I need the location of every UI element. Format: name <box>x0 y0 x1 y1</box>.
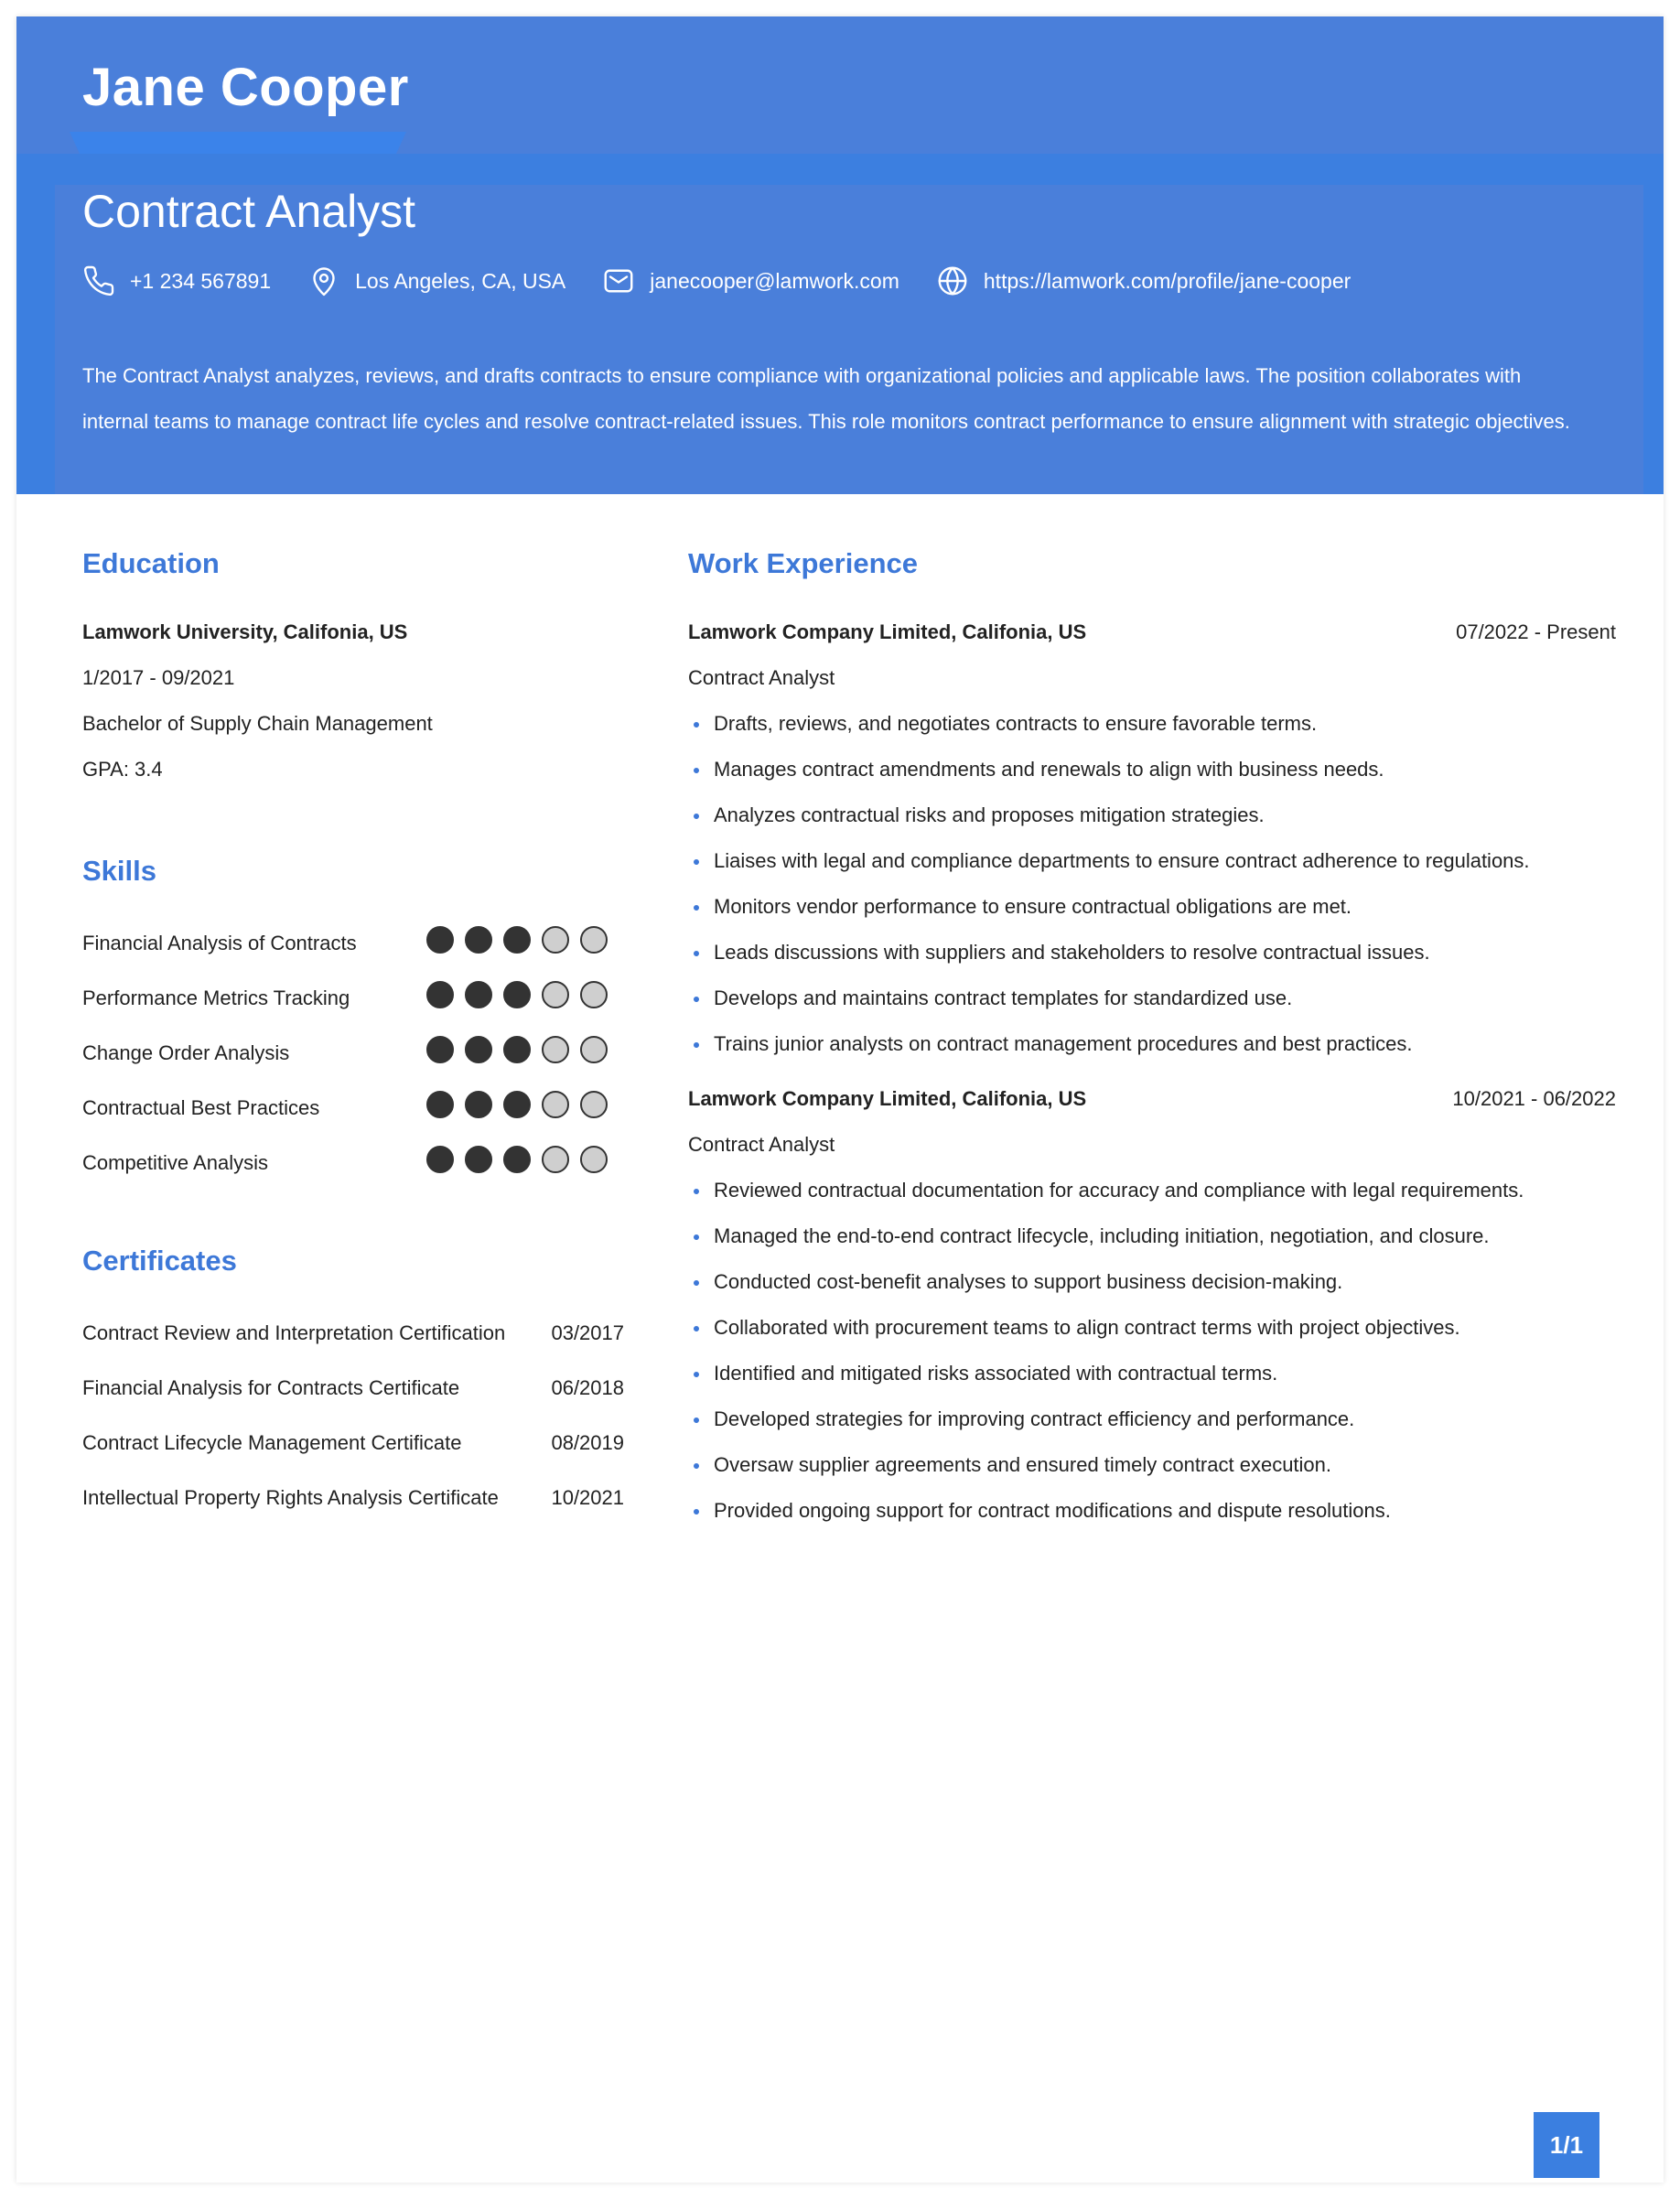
certificate-date: 03/2017 <box>551 1321 624 1344</box>
rating-dot-filled <box>465 1036 492 1063</box>
location-text: Los Angeles, CA, USA <box>355 268 566 293</box>
rating-dot-filled <box>426 1091 454 1118</box>
rating-dot-filled <box>503 1091 531 1118</box>
job-company: Lamwork Company Limited, Califonia, US <box>688 1087 1087 1110</box>
certificate-name: Financial Analysis for Contracts Certificate <box>82 1376 460 1399</box>
list-item: Develops and maintains contract templates for standardized use. <box>688 986 1616 1032</box>
rating-dot-empty <box>580 1091 608 1118</box>
location-pin-icon <box>307 264 340 297</box>
rating-dot-empty <box>542 926 569 954</box>
rating-dot-filled <box>426 1146 454 1173</box>
list-item: Drafts, reviews, and negotiates contracts to ensure favorable terms. <box>688 712 1616 758</box>
skill-rating <box>426 1146 619 1173</box>
job-role: Contract Analyst <box>688 1133 835 1156</box>
rating-dot-empty <box>542 1091 569 1118</box>
rating-dot-filled <box>503 1146 531 1173</box>
contact-phone[interactable] <box>82 264 271 297</box>
certificate-name: Contract Review and Interpretation Certification <box>82 1321 506 1344</box>
skill-item <box>82 1034 631 1071</box>
resume-page <box>16 16 1664 2183</box>
certificate-item <box>82 1479 624 1515</box>
work-experience-heading: Work Experience <box>688 547 918 579</box>
website-link: https://lamwork.com/profile/jane-cooper <box>983 268 1352 293</box>
certificate-date: 06/2018 <box>551 1376 624 1399</box>
rating-dot-filled <box>503 1036 531 1063</box>
list-item: Provided ongoing support for contract modifications and dispute resolutions. <box>688 1499 1616 1545</box>
rating-dot-filled <box>465 1146 492 1173</box>
page-number-badge: 1/1 <box>1534 2112 1599 2178</box>
skill-rating <box>426 981 619 1008</box>
name-underline-tab <box>70 132 406 154</box>
rating-dot-empty <box>580 1036 608 1063</box>
profile-summary: The Contract Analyst analyzes, reviews, and drafts contracts to ensure compliance with organizational policies and applicable laws. The position collaborates with internal teams to manage contract life cycles and resolve contract-related issues. This role monitors contract performance to ensure alignment with strategic objectives. <box>82 364 1570 433</box>
list-item: Manages contract amendments and renewals to align with business needs. <box>688 758 1616 803</box>
globe-icon <box>936 264 969 297</box>
list-item: Managed the end-to-end contract lifecycle, including initiation, negotiation, and closure. <box>688 1224 1616 1270</box>
email-text: janecooper@lamwork.com <box>650 268 899 293</box>
resume-header <box>16 16 1664 494</box>
skill-name: Performance Metrics Tracking <box>82 986 350 1009</box>
rating-dot-empty <box>580 1146 608 1173</box>
certificate-name: Contract Lifecycle Management Certificate <box>82 1431 462 1454</box>
list-item: Trains junior analysts on contract management procedures and best practices. <box>688 1032 1616 1078</box>
skill-rating <box>426 926 619 954</box>
contact-website[interactable] <box>936 264 1351 297</box>
education-dates: 1/2017 - 09/2021 <box>82 666 235 689</box>
skills-heading: Skills <box>82 855 156 887</box>
certificate-item <box>82 1369 624 1406</box>
job-dates: 10/2021 - 06/2022 <box>1452 1087 1616 1110</box>
list-item: Conducted cost-benefit analyses to support business decision-making. <box>688 1270 1616 1316</box>
rating-dot-filled <box>426 981 454 1008</box>
rating-dot-filled <box>426 1036 454 1063</box>
contact-email[interactable] <box>602 264 899 297</box>
list-item: Liaises with legal and compliance departments to ensure contract adherence to regulations. <box>688 849 1616 895</box>
skill-name: Contractual Best Practices <box>82 1096 320 1119</box>
rating-dot-filled <box>503 981 531 1008</box>
list-item: Leads discussions with suppliers and stakeholders to resolve contractual issues. <box>688 941 1616 986</box>
education-gpa: GPA: 3.4 <box>82 758 163 781</box>
education-school: Lamwork University, Califonia, US <box>82 620 408 643</box>
list-item: Developed strategies for improving contract efficiency and performance. <box>688 1407 1616 1453</box>
skill-name: Change Order Analysis <box>82 1041 290 1064</box>
email-icon <box>602 264 635 297</box>
job-title: Contract Analyst <box>82 186 416 237</box>
phone-text: +1 234 567891 <box>130 268 272 293</box>
job-company: Lamwork Company Limited, Califonia, US <box>688 620 1087 643</box>
job-dates: 07/2022 - Present <box>1456 620 1616 643</box>
certificates-heading: Certificates <box>82 1245 237 1277</box>
contact-bar <box>82 260 1387 302</box>
certificate-name: Intellectual Property Rights Analysis Certificate <box>82 1486 499 1509</box>
education-heading: Education <box>82 547 220 579</box>
rating-dot-empty <box>580 926 608 954</box>
skill-name: Competitive Analysis <box>82 1151 268 1174</box>
rating-dot-filled <box>503 926 531 954</box>
list-item: Oversaw supplier agreements and ensured timely contract execution. <box>688 1453 1616 1499</box>
job-responsibilities <box>688 1179 1616 1545</box>
certificate-date: 08/2019 <box>551 1431 624 1454</box>
certificate-item <box>82 1424 624 1461</box>
skill-rating <box>426 1091 619 1118</box>
rating-dot-empty <box>542 1146 569 1173</box>
rating-dot-filled <box>465 1091 492 1118</box>
skill-item <box>82 1089 631 1126</box>
list-item: Identified and mitigated risks associated with contractual terms. <box>688 1362 1616 1407</box>
list-item: Analyzes contractual risks and proposes mitigation strategies. <box>688 803 1616 849</box>
job-responsibilities <box>688 712 1616 1078</box>
contact-location <box>307 264 565 297</box>
list-item: Collaborated with procurement teams to align contract terms with project objectives. <box>688 1316 1616 1362</box>
job-header <box>688 1087 1616 1124</box>
skill-item <box>82 979 631 1016</box>
education-degree: Bachelor of Supply Chain Management <box>82 712 433 735</box>
job-role: Contract Analyst <box>688 666 835 689</box>
phone-icon <box>82 264 115 297</box>
list-item: Reviewed contractual documentation for accuracy and compliance with legal requirements. <box>688 1179 1616 1224</box>
rating-dot-filled <box>426 926 454 954</box>
rating-dot-empty <box>542 981 569 1008</box>
rating-dot-filled <box>465 926 492 954</box>
candidate-name: Jane Cooper <box>82 58 409 117</box>
rating-dot-empty <box>580 981 608 1008</box>
job-header <box>688 620 1616 657</box>
skill-rating <box>426 1036 619 1063</box>
certificate-date: 10/2021 <box>551 1486 624 1509</box>
rating-dot-empty <box>542 1036 569 1063</box>
skill-name: Financial Analysis of Contracts <box>82 932 357 954</box>
certificate-item <box>82 1314 624 1351</box>
skill-item <box>82 1144 631 1180</box>
rating-dot-filled <box>465 981 492 1008</box>
list-item: Monitors vendor performance to ensure contractual obligations are met. <box>688 895 1616 941</box>
skill-item <box>82 924 631 961</box>
